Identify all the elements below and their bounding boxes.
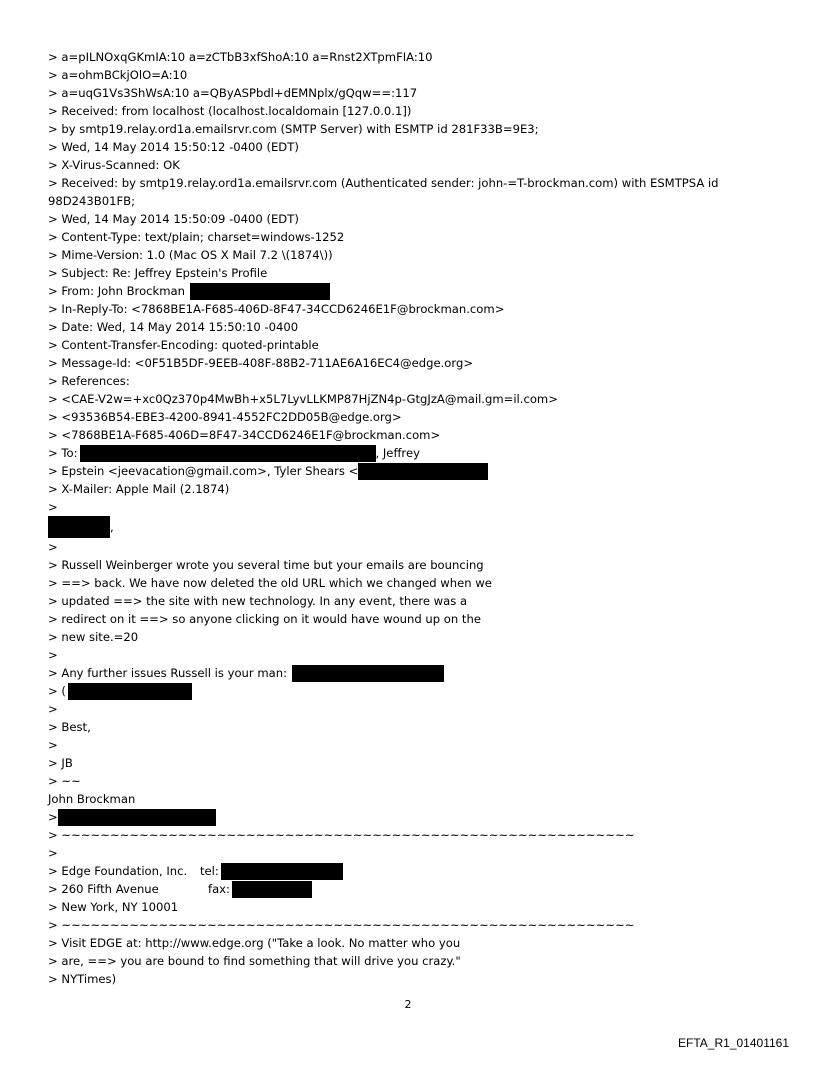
text-line: > bbox=[48, 738, 58, 752]
email-line bbox=[48, 808, 808, 826]
text-line: John Brockman bbox=[48, 792, 136, 806]
text-line: > <CAE-V2w=+xc0Qz370p4MwBh+x5L7LyvLLKMP87HjZN4p-GtgJzA@mail.gm=il.com> bbox=[48, 392, 558, 406]
fax-label: fax: bbox=[208, 882, 230, 896]
recipients-text: > Epstein <jeevacation@gmail.com>, Tyler Shears < bbox=[48, 464, 359, 478]
text-line: > Received: from localhost (localhost.localdomain [127.0.0.1]) bbox=[48, 104, 412, 118]
text-line: > Subject: Re: Jeffrey Epstein's Profile bbox=[48, 266, 268, 280]
bates-number: EFTA_R1_01401161 bbox=[678, 1036, 789, 1050]
text-line: > a=pILNOxqGKmIA:10 a=zCTbB3xfShoA:10 a=Rnst2XTpmFIA:10 bbox=[48, 50, 433, 64]
text-line: > In-Reply-To: <7868BE1A-F685-406D-8F47-34CCD6246E1F@brockman.com> bbox=[48, 302, 505, 316]
text-line: > References: bbox=[48, 374, 130, 388]
salutation-comma: , bbox=[110, 520, 114, 534]
phone-open-paren: > ( bbox=[48, 684, 66, 698]
text-line: > ~~ bbox=[48, 774, 81, 788]
text-line: > a=uqG1Vs3ShWsA:10 a=QByASPbdl+dEMNplx/gQqw==:117 bbox=[48, 86, 418, 100]
text-line: > a=ohmBCkjOlO=A:10 bbox=[48, 68, 188, 82]
text-line: > <93536B54-EBE3-4200-8941-4552FC2DD05B@edge.org> bbox=[48, 410, 402, 424]
divider-line: > ~~~~~~~~~~~~~~~~~~~~~~~~~~~~~~~~~~~~~~~~~~~~~~~~~~~~~~~~~~~ bbox=[48, 828, 635, 842]
text-line: > redirect on it ==> so anyone clicking on it would have wound up on the bbox=[48, 612, 481, 626]
redaction-box bbox=[292, 665, 444, 682]
contact-text: > Any further issues Russell is your man: bbox=[48, 666, 287, 680]
to-line-2 bbox=[48, 462, 808, 480]
text-line: > NYTimes) bbox=[48, 972, 117, 986]
text-line: > bbox=[48, 500, 58, 514]
address-fax-line bbox=[48, 880, 808, 898]
text-line: > Mime-Version: 1.0 (Mac OS X Mail 7.2 \(1874\)) bbox=[48, 248, 333, 262]
text-line: > Content-Type: text/plain; charset=windows-1252 bbox=[48, 230, 345, 244]
street-address: > 260 Fifth Avenue bbox=[48, 882, 159, 896]
text-line: > Received: by smtp19.relay.ord1a.emailsrvr.com (Authenticated sender: john-=T-brockman.com) with ESMTPSA id bbox=[48, 176, 719, 190]
email-prefix: > bbox=[48, 810, 58, 824]
to-label: > To: bbox=[48, 446, 78, 460]
redaction-box bbox=[80, 445, 376, 462]
text-line: > bbox=[48, 648, 58, 662]
text-line: > <7868BE1A-F685-406D=8F47-34CCD6246E1F@brockman.com> bbox=[48, 428, 441, 442]
to-continuation: , Jeffrey bbox=[375, 446, 420, 460]
redaction-box bbox=[232, 881, 312, 898]
from-label: > From: John Brockman bbox=[48, 284, 186, 298]
tel-label: tel: bbox=[200, 864, 219, 878]
text-line: > bbox=[48, 540, 58, 554]
from-line bbox=[48, 282, 808, 300]
to-line bbox=[48, 444, 808, 462]
text-line: > Best, bbox=[48, 720, 91, 734]
org-name: > Edge Foundation, Inc. bbox=[48, 864, 188, 878]
phone-line bbox=[48, 682, 808, 700]
text-line: > Content-Transfer-Encoding: quoted-printable bbox=[48, 338, 319, 352]
redaction-box bbox=[48, 516, 110, 538]
text-line: 98D243B01FB; bbox=[48, 194, 136, 208]
text-line: > X-Mailer: Apple Mail (2.1874) bbox=[48, 482, 230, 496]
redaction-box bbox=[190, 283, 330, 300]
text-line: > Russell Weinberger wrote you several time but your emails are bouncing bbox=[48, 558, 484, 572]
contact-line bbox=[48, 664, 808, 682]
divider-line: > ~~~~~~~~~~~~~~~~~~~~~~~~~~~~~~~~~~~~~~~~~~~~~~~~~~~~~~~~~~~ bbox=[48, 918, 635, 932]
text-line: > Date: Wed, 14 May 2014 15:50:10 -0400 bbox=[48, 320, 299, 334]
redaction-box bbox=[58, 809, 216, 826]
text-line: > by smtp19.relay.ord1a.emailsrvr.com (SMTP Server) with ESMTP id 281F33B=9E3; bbox=[48, 122, 539, 136]
text-line: > New York, NY 10001 bbox=[48, 900, 179, 914]
text-line: > updated ==> the site with new technology. In any event, there was a bbox=[48, 594, 468, 608]
text-line: > JB bbox=[48, 756, 73, 770]
org-tel-line bbox=[48, 862, 808, 880]
text-line: > bbox=[48, 846, 58, 860]
redaction-box bbox=[68, 683, 192, 700]
text-line: > X-Virus-Scanned: OK bbox=[48, 158, 180, 172]
email-body bbox=[48, 48, 808, 988]
text-line: > Wed, 14 May 2014 15:50:09 -0400 (EDT) bbox=[48, 212, 299, 226]
text-line: > bbox=[48, 702, 58, 716]
redaction-box bbox=[358, 463, 488, 480]
text-line: > are, ==> you are bound to find something that will drive you crazy." bbox=[48, 954, 461, 968]
text-line: > new site.=20 bbox=[48, 630, 139, 644]
page-number: 2 bbox=[404, 998, 412, 1011]
text-line: > Visit EDGE at: http://www.edge.org ("Take a look. No matter who you bbox=[48, 936, 461, 950]
redaction-box bbox=[221, 863, 343, 880]
salutation-line bbox=[48, 516, 808, 538]
text-line: > Wed, 14 May 2014 15:50:12 -0400 (EDT) bbox=[48, 140, 299, 154]
text-line: > ==> back. We have now deleted the old URL which we changed when we bbox=[48, 576, 492, 590]
text-line: > Message-Id: <0F51B5DF-9EEB-408F-88B2-711AE6A16EC4@edge.org> bbox=[48, 356, 474, 370]
